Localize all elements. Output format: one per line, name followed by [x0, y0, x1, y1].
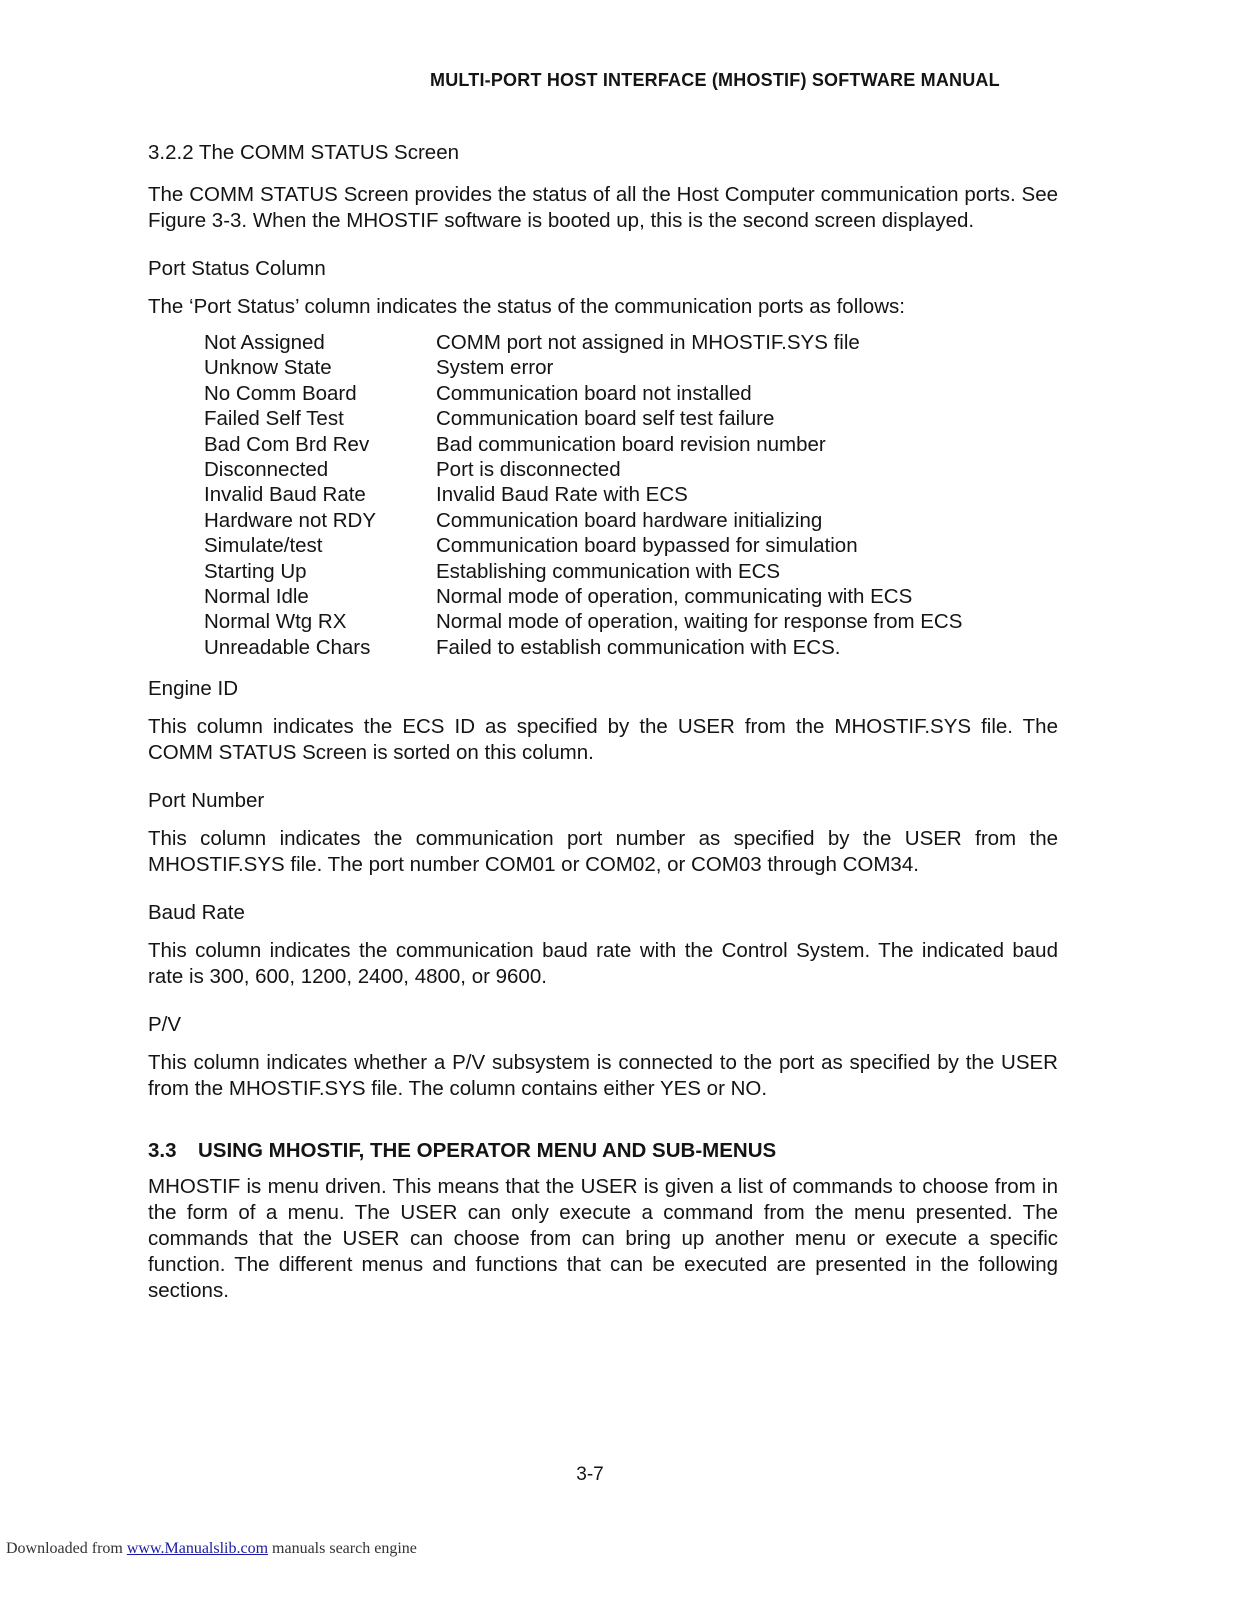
port-status-meaning: Normal mode of operation, waiting for response from ECS: [436, 610, 963, 634]
port-status-row: [204, 584, 962, 609]
port-status-meaning: COMM port not assigned in MHOSTIF.SYS file: [436, 331, 860, 354]
engine-id-text: This column indicates the ECS ID as specified by the USER from the MHOSTIF.SYS file. The COMM STATUS Screen is sorted on this column.: [148, 715, 1058, 765]
port-status-state: Invalid Baud Rate: [204, 483, 366, 507]
baud-rate-text: This column indicates the communication baud rate with the Control System. The indicated baud rate is 300, 600, 1200, 2400, 4800, or 9600.: [148, 939, 1058, 989]
port-status-meaning: Communication board hardware initializing: [436, 508, 823, 532]
port-status-table: [204, 330, 962, 660]
section-322-intro: The COMM STATUS Screen provides the status of all the Host Computer communication ports. See Figure 3-3. When the MHOSTIF software is booted up, this is the second screen displayed.: [148, 183, 1058, 232]
port-number-text: This column indicates the communication port number as specified by the USER from the MHOSTIF.SYS file. The port number COM01 or COM02, or COM03 through COM34.: [148, 827, 1058, 877]
section-33-text: MHOSTIF is menu driven. This means that the USER is given a list of commands to choose from in the form of a menu. The USER can only execute a command from the menu presented. The commands that the USER can choose from can bring up another menu or execute a specific function. The different menus and functions that can be executed are presented in the following sections.: [148, 1175, 1058, 1303]
port-status-meaning: Port is disconnected: [436, 458, 621, 482]
port-status-meaning: Communication board not installed: [436, 381, 752, 405]
page-number: 3-7: [576, 1464, 604, 1485]
port-status-meaning: Normal mode of operation, communicating with ECS: [436, 585, 913, 609]
port-status-heading: Port Status Column: [148, 257, 326, 280]
port-status-row: [204, 635, 962, 660]
port-status-meaning: System error: [436, 356, 554, 380]
port-status-state: Normal Wtg RX: [204, 610, 347, 634]
port-status-row: [204, 355, 962, 380]
port-status-row: [204, 508, 962, 533]
port-status-row: [204, 533, 962, 558]
port-status-row: [204, 482, 962, 507]
port-status-row: [204, 457, 962, 482]
port-status-state: No Comm Board: [204, 381, 357, 405]
port-status-meaning: Failed to establish communication with ECS.: [436, 635, 841, 659]
port-status-row: [204, 432, 962, 457]
section-33-number: 3.3: [148, 1139, 177, 1163]
pv-heading: P/V: [148, 1013, 182, 1037]
port-number-heading: Port Number: [148, 789, 265, 813]
port-status-row: [204, 406, 962, 431]
port-status-row: [204, 609, 962, 634]
port-status-meaning: Communication board self test failure: [436, 407, 775, 431]
port-status-meaning: Communication board bypassed for simulation: [436, 534, 858, 558]
port-status-state: Disconnected: [204, 458, 329, 482]
port-status-state: Simulate/test: [204, 534, 323, 558]
engine-id-heading: Engine ID: [148, 677, 239, 701]
section-33-heading: [148, 1138, 1058, 1164]
port-status-row: [204, 381, 962, 406]
port-status-state: Unknow State: [204, 356, 332, 380]
port-status-meaning: Establishing communication with ECS: [436, 559, 781, 583]
port-status-intro: The ‘Port Status’ column indicates the status of the communication ports as follows:: [148, 295, 905, 318]
footer-prefix: Downloaded from: [6, 1540, 127, 1557]
section-322-heading: 3.2.2 The COMM STATUS Screen: [148, 141, 460, 164]
footer-suffix: manuals search engine: [268, 1540, 417, 1557]
port-status-state: Starting Up: [204, 559, 307, 583]
port-status-state: Normal Idle: [204, 585, 309, 609]
port-status-meaning: Bad communication board revision number: [436, 432, 826, 456]
port-status-state: Unreadable Chars: [204, 635, 371, 659]
section-33-title: USING MHOSTIF, THE OPERATOR MENU AND SUB-MENUS: [198, 1139, 777, 1163]
port-status-meaning: Invalid Baud Rate with ECS: [436, 483, 688, 507]
port-status-row: [204, 330, 962, 355]
port-status-state: Failed Self Test: [204, 407, 344, 431]
running-header: MULTI-PORT HOST INTERFACE (MHOSTIF) SOFTWARE MANUAL: [430, 70, 1000, 90]
port-status-state: Hardware not RDY: [204, 508, 377, 532]
port-status-state: Bad Com Brd Rev: [204, 432, 370, 456]
port-status-state: Not Assigned: [204, 331, 325, 354]
page-body: [148, 140, 1058, 1320]
baud-rate-heading: Baud Rate: [148, 901, 245, 925]
pv-text: This column indicates whether a P/V subsystem is connected to the port as specified by the USER from the MHOSTIF.SYS file. The column contains either YES or NO.: [148, 1051, 1058, 1101]
manualslib-link[interactable]: www.Manualslib.com: [126, 1540, 269, 1557]
port-status-row: [204, 559, 962, 584]
download-footer: [6, 1540, 417, 1558]
